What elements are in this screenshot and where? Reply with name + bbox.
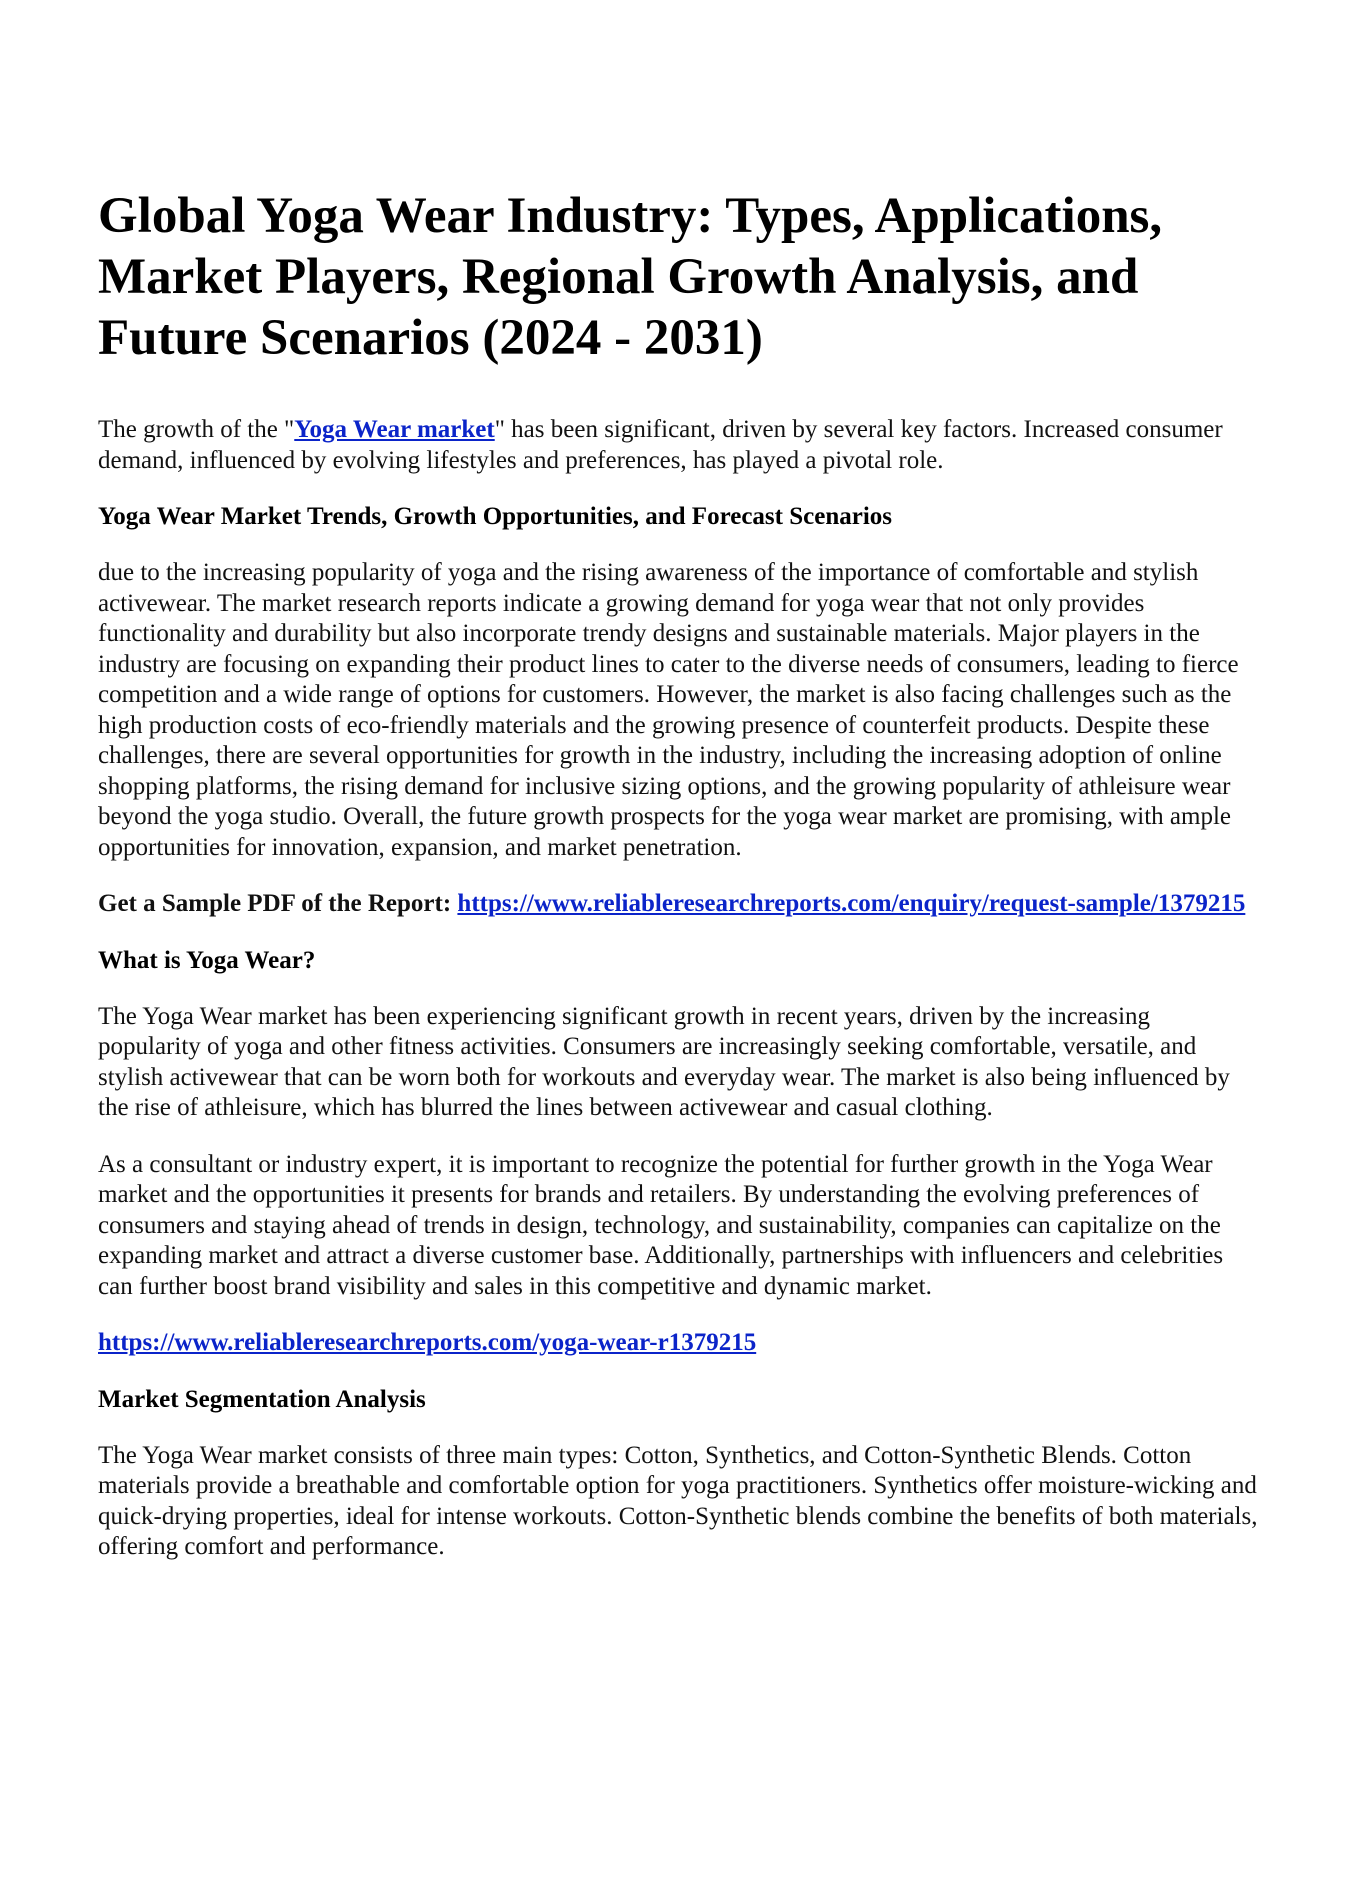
sample-pdf-link[interactable]: https://www.reliableresearchreports.com/enquiry/request-sample/1379215 <box>457 890 1246 917</box>
sample-pdf-label: Get a Sample PDF of the Report: <box>98 890 458 917</box>
segmentation-paragraph: The Yoga Wear market consists of three main types: Cotton, Synthetics, and Cotton-Synthetic Blends. Cotton materials provide a breathable and comfortable option for yoga practitioners. Synthetics offer moisture-wicking and quick-drying properties, ideal for intense workouts. Cotton-Synthetic blends combine the benefits of both materials, offering comfort and performance. <box>98 1441 1258 1560</box>
intro-text-after: " has been significant, driven by several key factors. Increased consumer demand, influenced by evolving lifestyles and preferences, has played a pivotal role. <box>98 416 1223 474</box>
intro-paragraph <box>98 415 1258 476</box>
intro-text-before: The growth of the " <box>98 416 295 443</box>
report-link-line <box>98 1328 1258 1359</box>
page-title: Global Yoga Wear Industry: Types, Applications, Market Players, Regional Growth Analysis, and Future Scenarios (2024 - 2031) <box>98 188 1163 366</box>
segmentation-heading: Market Segmentation Analysis <box>98 1385 426 1413</box>
what-is-paragraph-1: The Yoga Wear market has been experiencing significant growth in recent years, driven by the increasing popularity of yoga and other fitness activities. Consumers are increasingly seeking comfortable, versatile, and stylish activewear that can be worn both for workouts and everyday wear. The market is also being influenced by the rise of athleisure, which has blurred the lines between activewear and casual clothing. <box>98 1002 1230 1121</box>
sample-pdf-line <box>98 889 1258 920</box>
report-link[interactable]: https://www.reliableresearchreports.com/yoga-wear-r1379215 <box>98 1329 757 1356</box>
what-is-paragraph-2: As a consultant or industry expert, it is important to recognize the potential for further growth in the Yoga Wear market and the opportunities it presents for brands and retailers. By understanding the evolving preferences of consumers and staying ahead of trends in design, technology, and sustainability, companies can capitalize on the expanding market and attract a diverse customer base. Additionally, partnerships with influencers and celebrities can further boost brand visibility and sales in this competitive and dynamic market. <box>98 1150 1224 1300</box>
what-is-heading: What is Yoga Wear? <box>98 946 316 974</box>
document-page <box>98 186 1258 1589</box>
yoga-wear-market-link[interactable]: Yoga Wear market <box>294 416 495 443</box>
trends-paragraph: due to the increasing popularity of yoga and the rising awareness of the importance of comfortable and stylish activewear. The market research reports indicate a growing demand for yoga wear that not only provides functionality and durability but also incorporate trendy designs and sustainable materials. Major players in the industry are focusing on expanding their product lines to cater to the diverse needs of consumers, leading to fierce competition and a wide range of options for customers. However, the market is also facing challenges such as the high production costs of eco-friendly materials and the growing presence of counterfeit products. Despite these challenges, there are several opportunities for growth in the industry, including the increasing adoption of online shopping platforms, the rising demand for inclusive sizing options, and the growing popularity of athleisure wear beyond the yoga studio. Overall, the future growth prospects for the yoga wear market are promising, with ample opportunities for innovation, expansion, and market penetration. <box>98 559 1239 861</box>
trends-heading: Yoga Wear Market Trends, Growth Opportunities, and Forecast Scenarios <box>98 503 892 530</box>
